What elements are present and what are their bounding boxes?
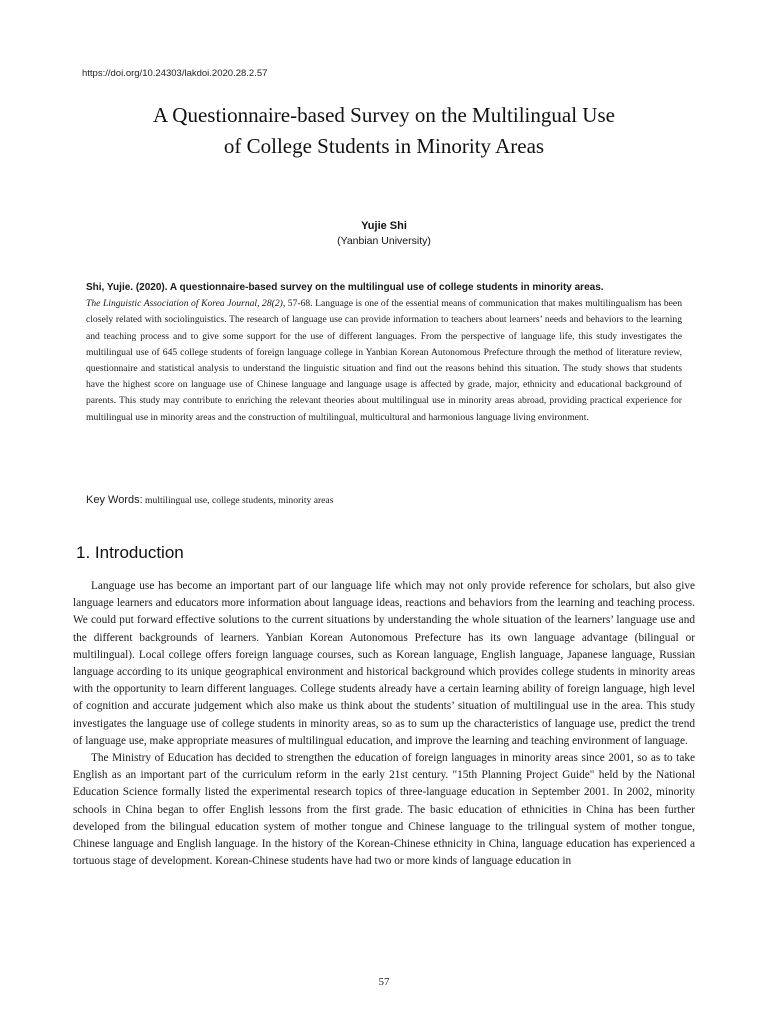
page-number: 57 xyxy=(378,976,390,988)
keywords-label: Key Words: xyxy=(86,494,143,506)
abstract-pages: 57-68. xyxy=(285,298,313,310)
title-line-2: of College Students in Minority Areas xyxy=(223,134,545,158)
title-line-1: A Questionnaire-based Survey on the Multilingual Use xyxy=(153,103,615,127)
author-name: Yujie Shi xyxy=(361,220,407,232)
section-heading-introduction: 1. Introduction xyxy=(76,543,184,562)
doi-link[interactable]: https://doi.org/10.24303/lakdoi.2020.28.2.57 xyxy=(82,68,268,79)
abstract-text: Language is one of the essential means of communication that makes multilingualism has been closely related with sociolinguistics. The research of language use can provide information to teachers about learners’ needs and behaviors to the learning and teaching process and to give some support for the use of different languages. From the perspective of language life, this study investigates the multilingual use of 645 college students of foreign language college in Yanbian Korean Autonomous Prefecture through the method of literature review, questionnaire and statistical analysis to understand the linguistic situation and find out the reasons behind this situation. The study shows that students have the highest score on language use of Chinese language and language usage is affected by grade, major, ethnicity and educational background of parents. This study may contribute to enriching the relevant theories about multilingual use in minority areas abroad, providing practical experience for multilingual use in minority areas and the construction of multilingual, multicultural and harmonious language living environment. xyxy=(86,298,682,423)
paper-title xyxy=(60,100,708,162)
abstract-journal: The Linguistic Association of Korea Journal, 28(2), xyxy=(86,298,286,310)
abstract-citation: Shi, Yujie. (2020). A questionnaire-based survey on the multilingual use of college students in minority areas. xyxy=(86,282,604,293)
abstract xyxy=(86,280,682,426)
author-affiliation: (Yanbian University) xyxy=(337,235,431,247)
paragraph-1: Language use has become an important part of our language life which may not only provide reference for scholars, but also give language learners and educators more information about language ideas, reactions and behaviors from the learning and teaching process. We could put forward effective solutions to the current situations by understanding the whole situation of the learners’ language use and the different backgrounds of learners. Yanbian Korean Autonomous Prefecture has its own language advantage (bilingual or multilingual). Local college offers foreign language courses, such as Korean language, English language, Japanese language, Russian language according to its unique geographical environment and historical background which provides college students in minority areas with the opportunity to learn different languages. College students already have a certain learning ability of foreign language, high level of cognition and accurate judgement which also make us think about the students’ situation of multilingual use in the area. This study investigates the language use of college students in minority areas, so as to sum up the characteristics of language use, predict the trend of language use, make appropriate measures of multilingual education, and improve the learning and teaching environment of language. xyxy=(73,580,695,747)
paragraph-2: The Ministry of Education has decided to strengthen the education of foreign languages in minority areas since 2001, so as to take English as an important part of the curriculum reform in the early 21st century. "15th Planning Project Guide" held by the National Education Science formally listed the experimental research topics of three-language education in September 2001. In 2002, minority schools in China began to offer English lessons from the first grade. The basic education of ethnicities in China has been further developed from the bilingual education system of mother tongue and Chinese language to the trilingual system of mother tongue, Chinese language and English language. In the history of the Korean-Chinese ethnicity in China, language education has experienced a tortuous stage of development. Korean-Chinese students have had two or more kinds of language education in xyxy=(73,752,695,868)
keywords-text: multilingual use, college students, minority areas xyxy=(142,495,334,506)
keywords xyxy=(86,494,682,506)
section-body xyxy=(73,578,695,870)
